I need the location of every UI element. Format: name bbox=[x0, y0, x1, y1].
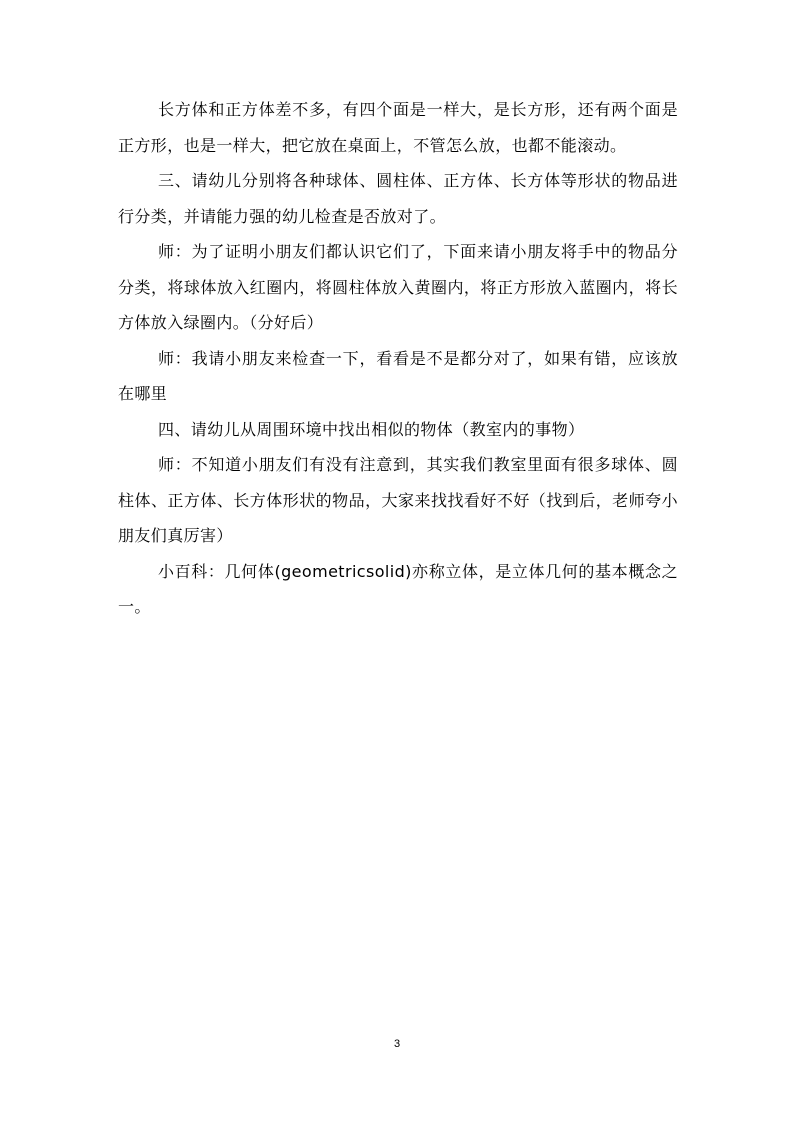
paragraph: 师：不知道小朋友们有没有注意到，其实我们教室里面有很多球体、圆柱体、正方体、长方体形状的物品，大家来找找看好不好（找到后，老师夸小朋友们真厉害） bbox=[118, 455, 678, 545]
paragraph: 师：为了证明小朋友们都认识它们了，下面来请小朋友将手中的物品分分类，将球体放入红圈内，将圆柱体放入黄圈内，将正方形放入蓝圈内，将长方体放入绿圈内。（分好后） bbox=[118, 242, 678, 332]
paragraph: 小百科：几何体(geometricsolid)亦称立体，是立体几何的基本概念之一。 bbox=[118, 561, 678, 616]
paragraph: 三、请幼儿分别将各种球体、圆柱体、正方体、长方体等形状的物品进行分类，并请能力强的幼儿检查是否放对了。 bbox=[118, 171, 678, 226]
document-body bbox=[118, 92, 678, 625]
paragraph: 四、请幼儿从周围环境中找出相似的物体（教室内的事物） bbox=[158, 419, 585, 439]
page-number: 3 bbox=[393, 1038, 401, 1050]
paragraph: 师：我请小朋友来检查一下，看看是不是都分对了，如果有错，应该放在哪里 bbox=[118, 348, 678, 403]
paragraph: 长方体和正方体差不多，有四个面是一样大，是长方形，还有两个面是正方形，也是一样大，把它放在桌面上，不管怎么放，也都不能滚动。 bbox=[118, 100, 678, 155]
